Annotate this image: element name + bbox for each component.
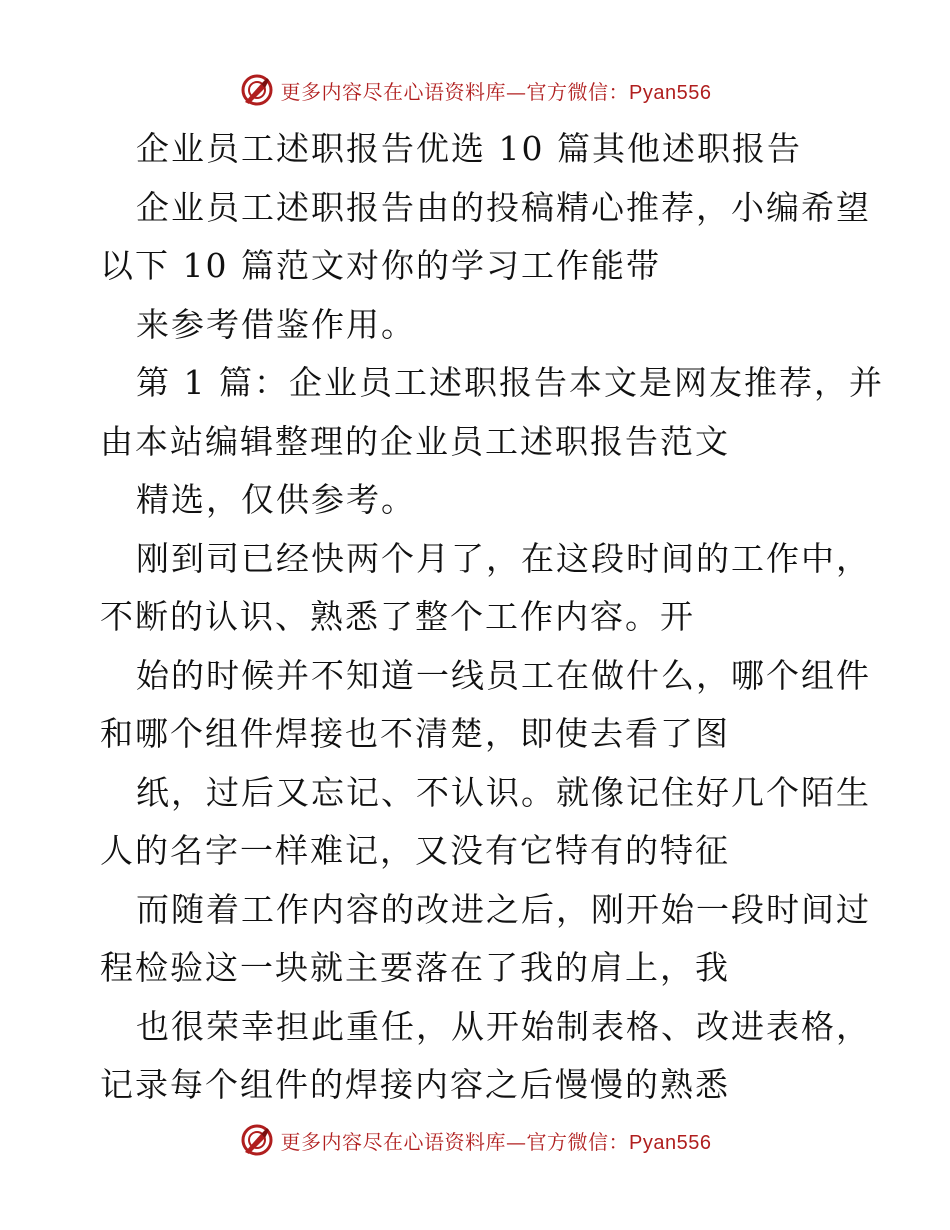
paragraph-line: 人的名字一样难记，又没有它特有的特征 <box>100 831 730 870</box>
pen-logo-icon <box>239 1122 275 1158</box>
paragraph-line: 第 1 篇：企业员工述职报告本文是网友推荐，并 <box>136 363 884 402</box>
document-title: 企业员工述职报告优选 10 篇其他述职报告 <box>136 129 802 168</box>
paragraph-line: 刚到司已经快两个月了，在这段时间的工作中， <box>136 538 871 578</box>
wechat-id: Pyan556 <box>629 1131 712 1154</box>
paragraph-line: 不断的认识、熟悉了整个工作内容。开 <box>100 597 695 636</box>
banner-text: 更多内容尽在心语资料库—官方微信： <box>280 1129 630 1154</box>
paragraph-line: 企业员工述职报告由的投稿精心推荐，小编希望 <box>136 187 871 227</box>
paragraph-line: 也很荣幸担此重任，从开始制表格、改进表格， <box>136 1006 871 1046</box>
banner-text: 更多内容尽在心语资料库—官方微信： <box>280 79 630 104</box>
header-banner <box>0 68 950 112</box>
paragraph-line: 来参考借鉴作用。 <box>136 304 416 344</box>
paragraph-line: 记录每个组件的焊接内容之后慢慢的熟悉 <box>100 1065 730 1104</box>
footer-banner <box>0 1118 950 1162</box>
paragraph-line: 程检验这一块就主要落在了我的肩上，我 <box>100 948 730 987</box>
paragraph-line: 以下 10 篇范文对你的学习工作能带 <box>100 246 661 285</box>
pen-logo-icon <box>239 72 275 108</box>
paragraph-line: 纸，过后又忘记、不认识。就像记住好几个陌生 <box>136 772 871 812</box>
paragraph-line: 而随着工作内容的改进之后，刚开始一段时间过 <box>136 889 871 929</box>
paragraph-line: 精选，仅供参考。 <box>136 480 416 519</box>
paragraph-line: 始的时候并不知道一线员工在做什么，哪个组件 <box>136 655 871 695</box>
paragraph-line: 由本站编辑整理的企业员工述职报告范文 <box>100 421 730 461</box>
document-body <box>100 120 884 1115</box>
paragraph-line: 和哪个组件焊接也不清楚，即使去看了图 <box>100 714 730 753</box>
wechat-id: Pyan556 <box>629 81 712 104</box>
